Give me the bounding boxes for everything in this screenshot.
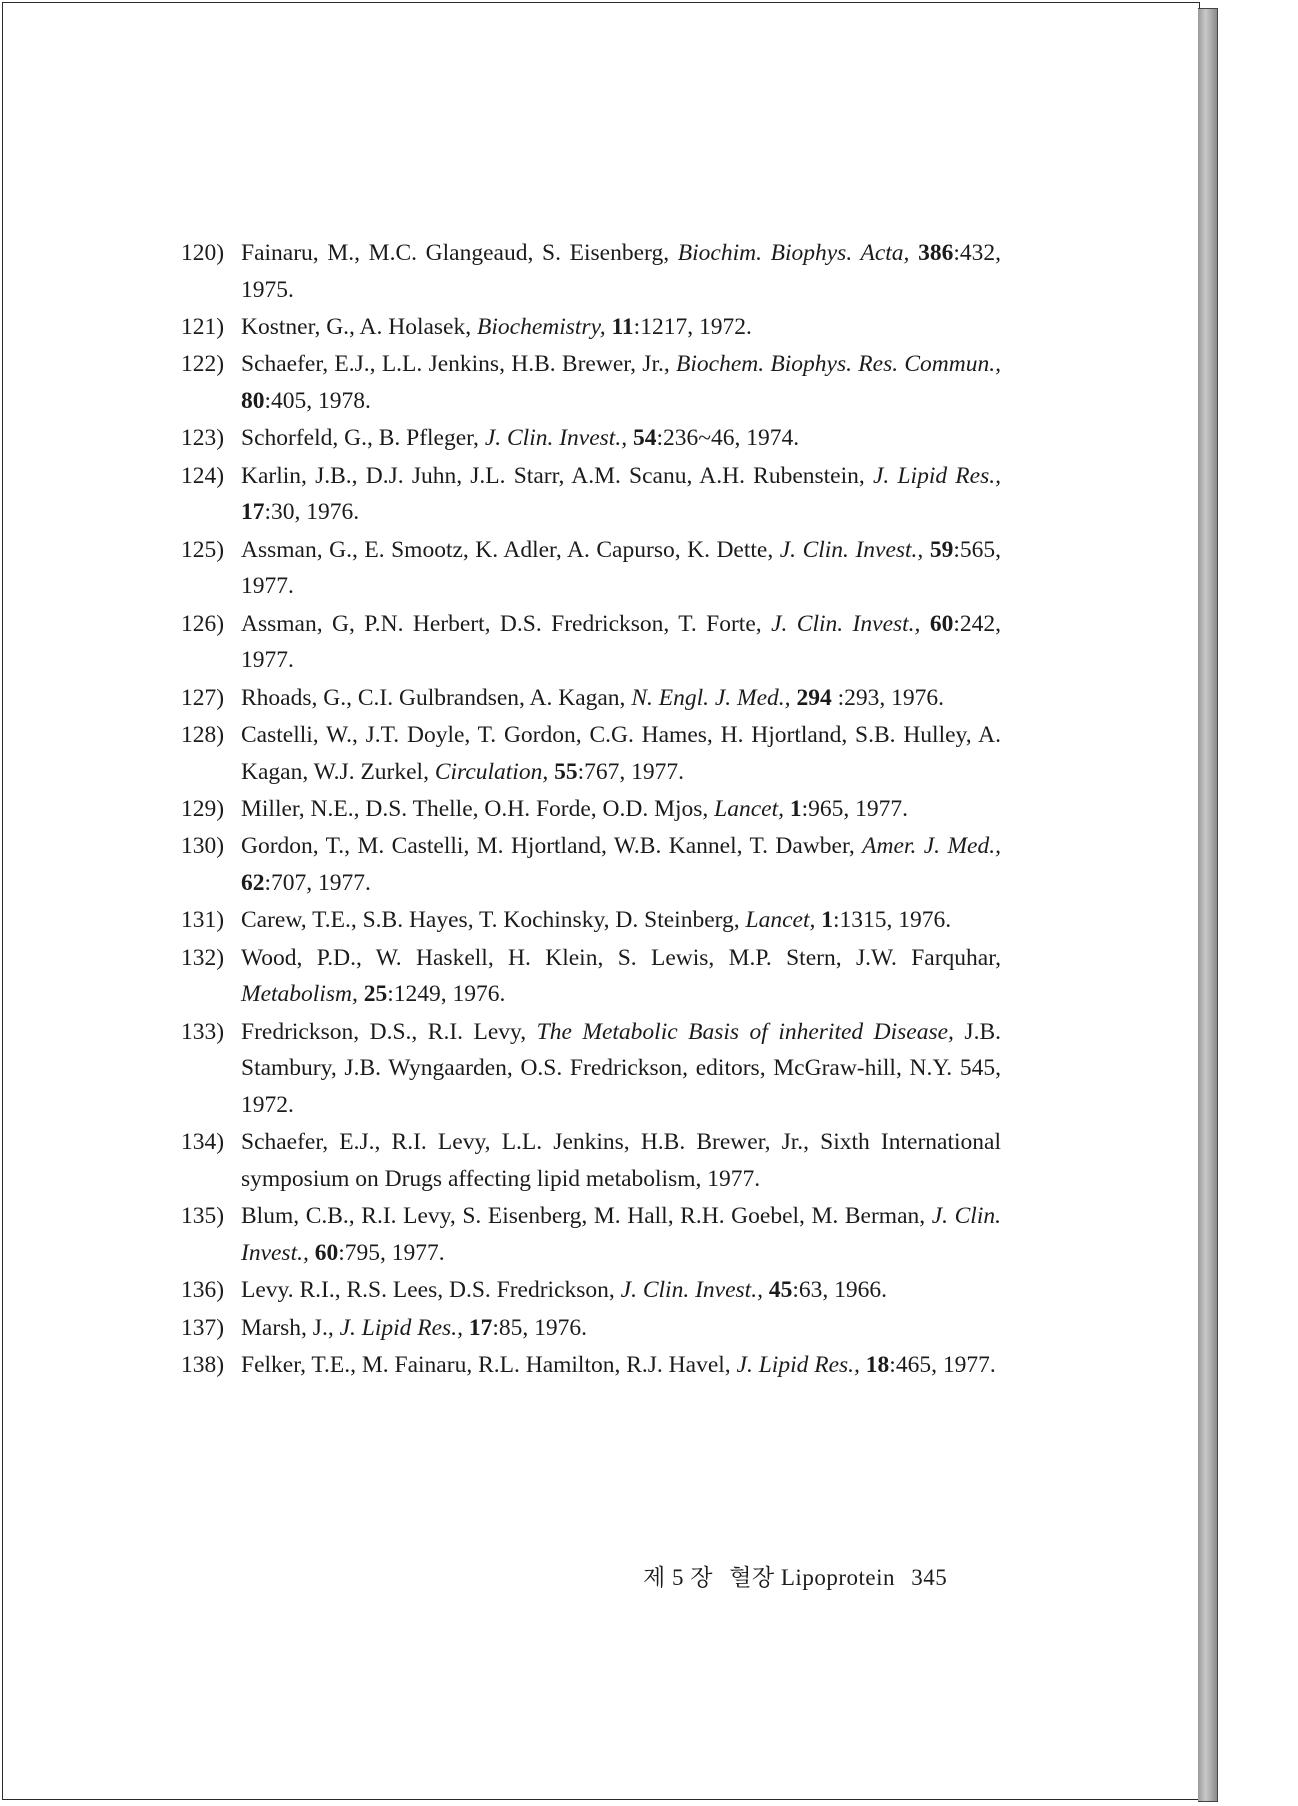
volume-number: 11 [611,313,634,340]
reference-text [241,606,1001,679]
citation-text: :236~46, 1974. [656,425,800,452]
volume-number: 18 [865,1352,890,1379]
volume-number: 294 [796,684,832,711]
citation-text: :565, 1977. [241,536,1001,600]
volume-number: 17 [241,499,265,526]
page-number: 345 [911,1565,948,1590]
journal-title: N. Engl. J. Med., [631,684,791,711]
citation-text: Schaefer, E.J., R.I. Levy, L.L. Jenkins, H.B. Brewer, Jr., Sixth International symposium on Drugs affecting lipid metabolism, 1977. [241,1129,1001,1192]
reference-text [241,791,1001,828]
citation-text: :1249, 1976. [387,981,506,1008]
journal-title: J. Clin. Invest., [484,425,628,452]
citation-text: Schorfeld, G., B. Pfleger, [241,425,485,452]
citation-text [909,240,918,266]
citation-text: :1315, 1976. [833,907,952,934]
volume-number: 1 [789,796,802,823]
citation-text: Carew, T.E., S.B. Hayes, T. Kochinsky, D. Steinberg, [241,907,746,934]
journal-title: J. Clin. Invest., [779,536,924,563]
reference-text [241,235,1001,308]
reference-item [181,1272,1001,1309]
reference-number: 132) [181,944,225,971]
citation-text: :767, 1977. [577,758,684,785]
citation-text: Fainaru, M., M.C. Glangeaud, S. Eisenberg, [241,240,678,266]
citation-text: Fredrickson, D.S., R.I. Levy, [241,1018,537,1045]
reference-item [181,1124,1001,1197]
reference-number: 120) [181,240,225,266]
reference-number: 124) [181,462,225,489]
reference-number: 127) [181,684,225,711]
reference-number: 130) [181,833,225,860]
citation-text: :1217, 1972. [633,313,752,340]
reference-text [241,828,1001,901]
reference-item [181,1198,1001,1271]
volume-number: 386 [918,240,954,266]
footer-section: 혈장 Lipoprotein [729,1565,895,1590]
reference-text [241,309,1001,346]
journal-title: Biochemistry, [477,313,606,340]
reference-text [241,902,1001,939]
citation-text: :465, 1977. [889,1352,996,1379]
citation-text: Assman, G., E. Smootz, K. Adler, A. Capurso, K. Dette, [241,536,780,563]
reference-text [241,717,1001,790]
reference-text [241,1347,1001,1384]
reference-item [181,791,1001,828]
reference-number: 138) [181,1352,225,1379]
citation-text: Marsh, J., [241,1314,340,1341]
reference-item [181,680,1001,717]
journal-title: Circulation, [434,758,549,785]
document-page [2,2,1200,1800]
reference-item [181,420,1001,457]
reference-text [241,1124,1001,1197]
volume-number: 25 [363,981,388,1008]
reference-item [181,940,1001,1013]
reference-item [181,1310,1001,1347]
journal-title: J. Lipid Res., [339,1314,463,1341]
citation-text: Felker, T.E., M. Fainaru, R.L. Hamilton, R.J. Havel, [241,1352,737,1379]
reference-list [181,235,1001,1385]
reference-text [241,1014,1001,1124]
reference-item [181,458,1001,531]
citation-text: :63, 1966. [792,1277,887,1304]
reference-item [181,532,1001,605]
journal-title: J. Lipid Res., [736,1352,860,1379]
journal-title: Biochim. Biophys. Acta, [677,240,910,266]
reference-number: 131) [181,907,225,934]
citation-text: Gordon, T., M. Castelli, M. Hjortland, W.B. Kannel, T. Dawber, [241,833,863,860]
volume-number: 17 [468,1314,493,1341]
reference-item [181,235,1001,308]
reference-item [181,828,1001,901]
journal-title: Amer. J. Med., [862,833,1001,860]
citation-text: Kostner, G., A. Holasek, [241,313,477,340]
reference-number: 121) [181,313,225,340]
reference-number: 136) [181,1277,225,1304]
citation-text: :432, 1975. [241,240,1001,303]
volume-number: 59 [929,536,954,563]
citation-text: :30, 1976. [264,499,360,526]
citation-text: Levy. R.I., R.S. Lees, D.S. Fredrickson, [241,1277,621,1304]
citation-text: :293, 1976. [831,684,944,711]
page-footer [643,1559,957,1592]
journal-title: Metabolism, [241,981,358,1008]
reference-text [241,420,1001,457]
citation-text: Schaefer, E.J., L.L. Jenkins, H.B. Brewer, Jr., [241,351,677,378]
reference-number: 134) [181,1129,225,1156]
reference-text [241,1198,1001,1271]
citation-text: Miller, N.E., D.S. Thelle, O.H. Forde, O.D. Mjos, [241,796,715,823]
reference-item [181,606,1001,679]
page-stack-edge [1198,8,1218,1802]
volume-number: 60 [314,1239,339,1266]
reference-number: 125) [181,536,225,563]
reference-text [241,680,1001,717]
volume-number: 55 [554,758,578,785]
citation-text: :795, 1977. [338,1239,445,1266]
footer-chapter: 제 5 장 [643,1565,713,1590]
journal-title: J. Clin. Invest., [620,1277,763,1304]
reference-text [241,1310,1001,1347]
reference-number: 123) [181,425,225,452]
citation-text: :405, 1978. [264,387,371,414]
reference-number: 122) [181,351,225,378]
reference-number: 129) [181,796,225,823]
journal-title: The Metabolic Basis of inherited Disease, [536,1018,954,1045]
reference-item [181,717,1001,790]
journal-title: J. Lipid Res., [872,462,1001,489]
citation-text: J.B. Stambury, J.B. Wyngaarden, O.S. Fredrickson, editors, McGraw-hill, N.Y. 545, 1972. [241,1018,1001,1119]
reference-text [241,940,1001,1013]
reference-text [241,346,1001,419]
citation-text: Wood, P.D., W. Haskell, H. Klein, S. Lewis, M.P. Stern, J.W. Farquhar, [241,944,1001,971]
volume-number: 54 [632,425,657,452]
volume-number: 62 [241,870,265,897]
citation-text: Rhoads, G., C.I. Gulbrandsen, A. Kagan, [241,684,632,711]
reference-item [181,1347,1001,1384]
journal-title: Lancet, [714,796,785,823]
reference-number: 135) [181,1203,225,1230]
reference-item [181,346,1001,419]
citation-text [920,611,929,637]
reference-item [181,902,1001,939]
citation-text: :85, 1976. [492,1314,587,1341]
reference-item [181,309,1001,346]
citation-text: :242, 1977. [241,610,1001,674]
citation-text: Karlin, J.B., D.J. Juhn, J.L. Starr, A.M. Scanu, A.H. Rubenstein, [241,462,873,489]
reference-text [241,532,1001,605]
reference-number: 133) [181,1018,225,1045]
citation-text: Blum, C.B., R.I. Levy, S. Eisenberg, M. Hall, R.H. Goebel, M. Berman, [241,1203,932,1230]
journal-title: Lancet, [745,907,816,934]
citation-text: Assman, G, P.N. Herbert, D.S. Fredrickson, T. Forte, [241,610,772,637]
volume-number: 45 [768,1277,793,1304]
volume-number: 80 [241,387,265,414]
volume-number: 60 [929,610,954,637]
citation-text: Castelli, W., J.T. Doyle, T. Gordon, C.G. Hames, H. Hjortland, S.B. Hulley, A. Kagan, W.J. Zurkel, [241,722,1001,785]
reference-text [241,458,1001,531]
reference-number: 126) [181,610,225,637]
journal-title: Biochem. Biophys. Res. Commun., [676,351,1001,378]
volume-number: 1 [821,907,834,934]
citation-text: :965, 1977. [801,796,909,823]
reference-text [241,1272,1001,1309]
reference-item [181,1014,1001,1124]
citation-text: :707, 1977. [264,870,371,897]
reference-number: 128) [181,722,225,749]
journal-title: J. Clin. Invest., [241,1203,1001,1266]
reference-number: 137) [181,1314,225,1341]
journal-title: J. Clin. Invest., [771,610,921,637]
